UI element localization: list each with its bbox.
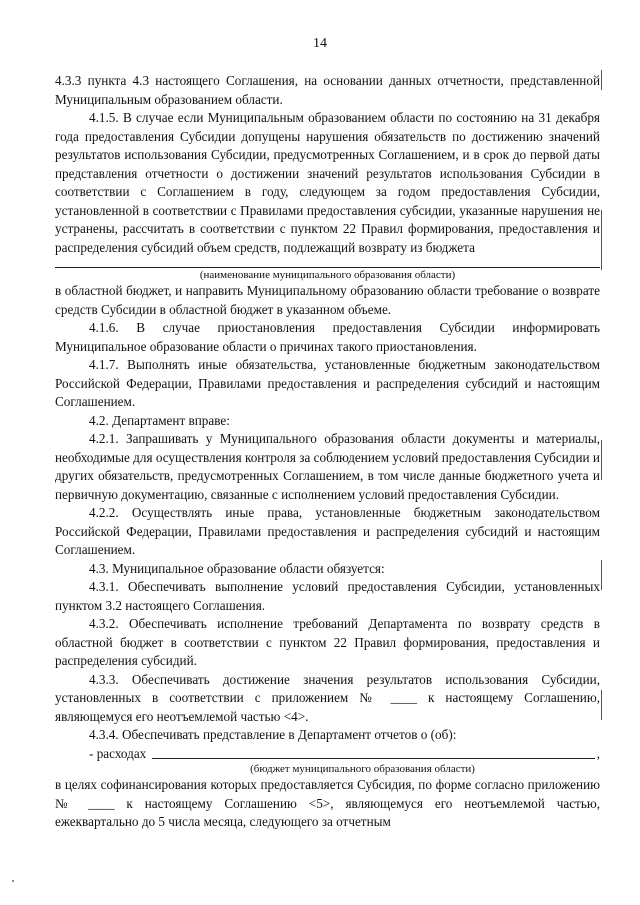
scan-margin-mark <box>601 440 602 480</box>
paragraph-4-1-5: 4.1.5. В случае если Муниципальным образованием области по состоянию на 31 декабря года предоставления Субсидии допущены нарушения обязательств по достижению значений результатов использования Субсидии, предусмотренных Соглашением, и в срок до первой даты представления отчетности о достижении значений результатов использования Субсидии в соответствии с Соглашением в году, следующем за годом предоставления Субсидии, установленной в соответствии с Правилами предоставления субсидии, указанные нарушения не устранены, рассчитать в соответствии с пунктом 22 Правил формирования, предоставления и распределения субсидий объем средств, подлежащий возврату из бюджета <box>55 110 600 255</box>
paragraph-4-3-1: 4.3.1. Обеспечивать выполнение условий предоставления Субсидии, установленных пунктом 3.2 настоящего Соглашения. <box>55 579 600 613</box>
scan-margin-mark <box>601 210 602 270</box>
caption-budget: (бюджет муниципального образования области) <box>250 763 475 775</box>
paragraph-4-2-1: 4.2.1. Запрашивать у Муниципального образования области документы и материалы, необходимые для осуществления контроля за соблюдением условий предоставления Субсидии и других обязательств, предусмотренных Соглашением, в том числе данные бюджетного учета и первичную документацию, связанные с исполнением условий предоставления Субсидии. <box>55 431 600 502</box>
expense-line <box>89 745 600 764</box>
paragraph-4-3-3: 4.3.3. Обеспечивать достижение значения результатов использования Субсидии, установленных в соответствии с приложением № ____ к настоящему Соглашению, являющемуся его неотъемлемой частью <4>. <box>55 671 600 724</box>
paragraph-4-2-2: 4.2.2. Осуществлять иные права, установленные бюджетным законодательством Российской Федерации, Правилами предоставления и распределения субсидий и настоящим Соглашением. <box>55 505 600 557</box>
scan-margin-mark <box>601 70 602 90</box>
paragraph-4-3: 4.3. Муниципальное образование области обязуется: <box>89 560 385 576</box>
scan-dot <box>12 880 14 882</box>
expense-end: , <box>596 745 600 761</box>
paragraph-4-2: 4.2. Департамент вправе: <box>89 412 230 428</box>
paragraph-4-3-4: 4.3.4. Обеспечивать представление в Департамент отчетов о (об): <box>89 727 457 742</box>
scan-margin-mark <box>601 690 602 720</box>
blank-field <box>152 746 594 759</box>
caption-municipality: (наименование муниципального образования области) <box>55 267 600 282</box>
expense-label: - расходах <box>89 745 147 761</box>
paragraph-4-1-7: 4.1.7. Выполнять иные обязательства, установленные бюджетным законодательством Российской Федерации, Правилами предоставления и распределения субсидий и настоящим Соглашением. <box>55 357 600 409</box>
paragraph-4-3-4-cont: в целях софинансирования которых предоставляется Субсидия, по форме согласно приложению № ____ к настоящему Соглашению <5>, являющемуся его неотъемлемой частью, ежеквартально до 5 числа месяца, следующего за отчетным <box>55 777 600 829</box>
paragraph-4-1-5-end: в областной бюджет, и направить Муниципальному образованию области требование о возврате средств Субсидии в областной бюджет в указанном объеме. <box>55 283 600 317</box>
page-number: 14 <box>313 36 327 51</box>
document-body <box>55 72 600 832</box>
paragraph-continuation: 4.3.3 пункта 4.3 настоящего Соглашения, на основании данных отчетности, представленной Муниципальным образованием области. <box>55 73 600 107</box>
paragraph-4-1-6: 4.1.6. В случае приостановления предоставления Субсидии информировать Муниципальное образование области о причинах такого приостановления. <box>55 320 600 354</box>
paragraph-4-3-2: 4.3.2. Обеспечивать исполнение требований Департамента по возврату средств в областной бюджет в соответствии с пунктом 22 Правил формирования, предоставления и распределения субсидий. <box>55 616 600 668</box>
scan-margin-mark <box>601 560 602 590</box>
